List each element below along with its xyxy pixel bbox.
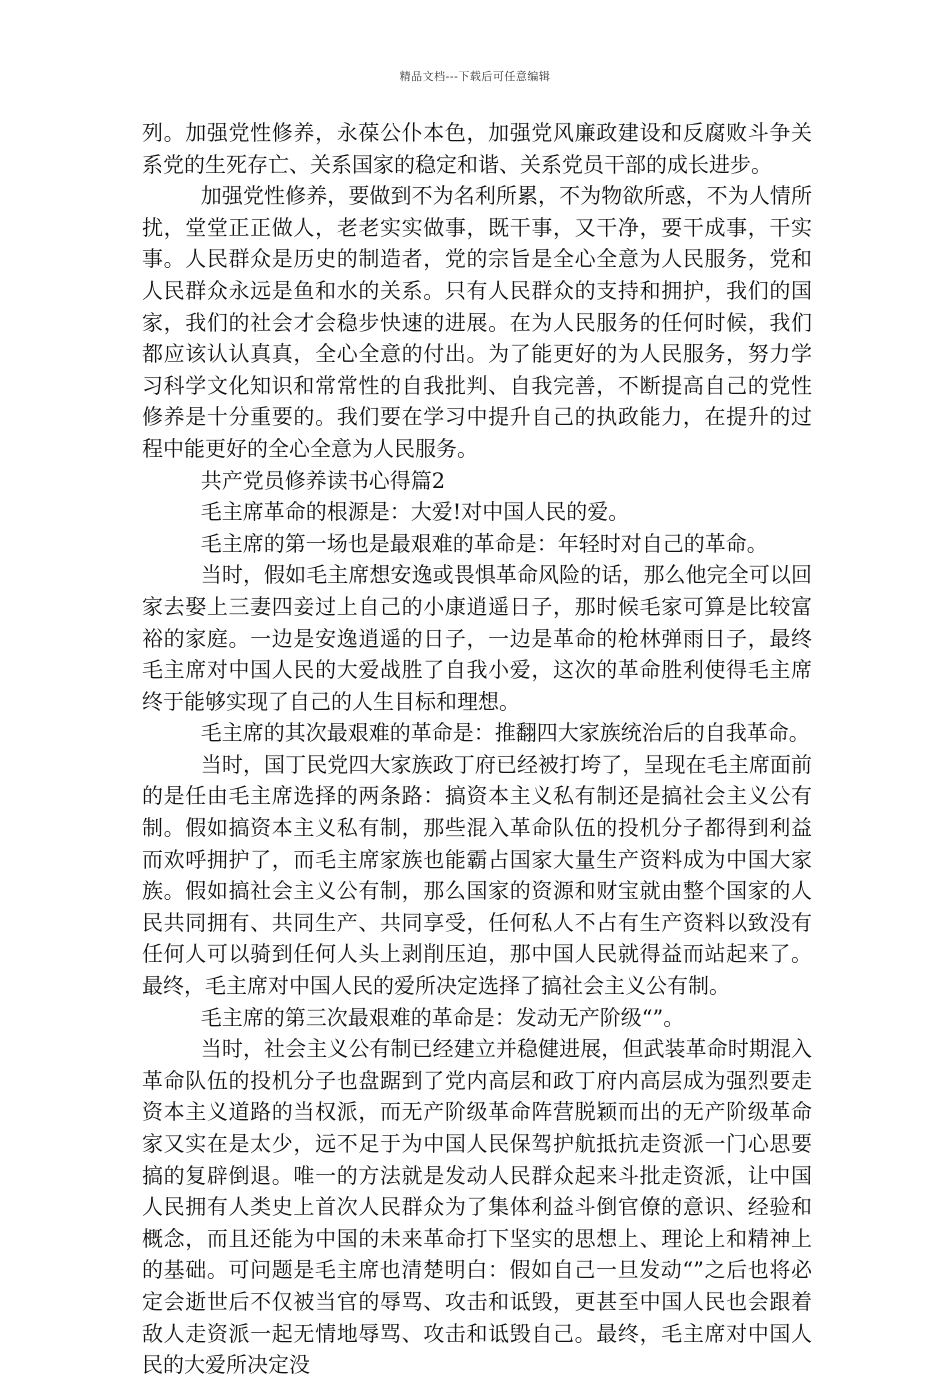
paragraph: 当时，国丁民党四大家族政丁府已经被打垮了，呈现在毛主席面前的是任由毛主席选择的两条路：搞资本主义私有制还是搞社会主义公有制。假如搞资本主义私有制，那些混入革命队伍的投机分子都得到利益而欢呼拥护了，而毛主席家族也能霸占国家大量生产资料成为中国大家族。假如搞社会主义公有制，那么国家的资源和财宝就由整个国家的人民共同拥有、共同生产、共同享受，任何私人不占有生产资料以致没有任何人可以骑到任何人头上剥削压迫，那中国人民就得益而站起来了。最终，毛主席对中国人民的爱所决定选择了搞社会主义公有制。 — [142, 752, 812, 999]
paragraph: 毛主席革命的根源是：大爱!对中国人民的爱。 — [200, 500, 630, 525]
paragraph: 毛主席的第三次最艰难的革命是：发动无产阶级“”。 — [200, 1005, 685, 1030]
paragraph: 毛主席的其次最艰难的革命是：推翻四大家族统治后的自我革命。 — [200, 721, 810, 746]
document-body — [142, 118, 812, 1382]
paragraph: 毛主席的第一场也是最艰难的革命是：年轻时对自己的革命。 — [200, 531, 768, 556]
paragraph: 当时，假如毛主席想安逸或畏惧革命风险的话，那么他完全可以回家去娶上三妻四妾过上自己的小康逍遥日子，那时候毛家可算是比较富裕的家庭。一边是安逸逍遥的日子，一边是革命的枪林弹雨日子，最终毛主席对中国人民的大爱战胜了自我小爱，这次的革命胜利使得毛主席终于能够实现了自己的人生目标和理想。 — [142, 563, 812, 714]
paragraph-continuation: 列。加强党性修养，永葆公仆本色，加强党风廉政建设和反腐败斗争关系党的生死存亡、关系国家的稳定和谐、关系党员干部的成长进步。 — [142, 121, 812, 177]
paragraph: 加强党性修养，要做到不为名利所累，不为物欲所惑，不为人情所扰，堂堂正正做人，老老实实做事，既干事，又干净，要干成事，干实事。人民群众是历史的制造者，党的宗旨是全心全意为人民服务，党和人民群众永远是鱼和水的关系。只有人民群众的支持和拥护，我们的国家，我们的社会才会稳步快速的进展。在为人民服务的任何时候，我们都应该认认真真，全心全意的付出。为了能更好的为人民服务，努力学习科学文化知识和常常性的自我批判、自我完善，不断提高自己的党性修养是十分重要的。我们要在学习中提升自己的执政能力，在提升的过程中能更好的全心全意为人民服务。 — [142, 184, 812, 461]
paragraph: 当时，社会主义公有制已经建立并稳健进展，但武装革命时期混入革命队伍的投机分子也盘踞到了党内高层和政丁府内高层成为强烈要走资本主义道路的当权派，而无产阶级革命阵营脱颖而出的无产阶级革命家又实在是太少，远不足于为中国人民保驾护航抵抗走资派一门心思要搞的复辟倒退。唯一的方法就是发动人民群众起来斗批走资派，让中国人民拥有人类史上首次人民群众为了集体利益斗倒官僚的意识、经验和概念，而且还能为中国的未来革命打下坚实的思想上、理论上和精神上的基础。可问题是毛主席也清楚明白：假如自己一旦发动“”之后也将必定会逝世后不仅被当官的辱骂、攻击和诋毁，更甚至中国人民也会跟着敌人走资派一起无情地辱骂、攻击和诋毁自己。最终，毛主席对中国人民的大爱所决定没 — [142, 1037, 812, 1378]
section-title: 共产党员修养读书心得篇2 — [200, 468, 446, 493]
page-header: 精品文档---下载后可任意编辑 — [399, 70, 551, 83]
